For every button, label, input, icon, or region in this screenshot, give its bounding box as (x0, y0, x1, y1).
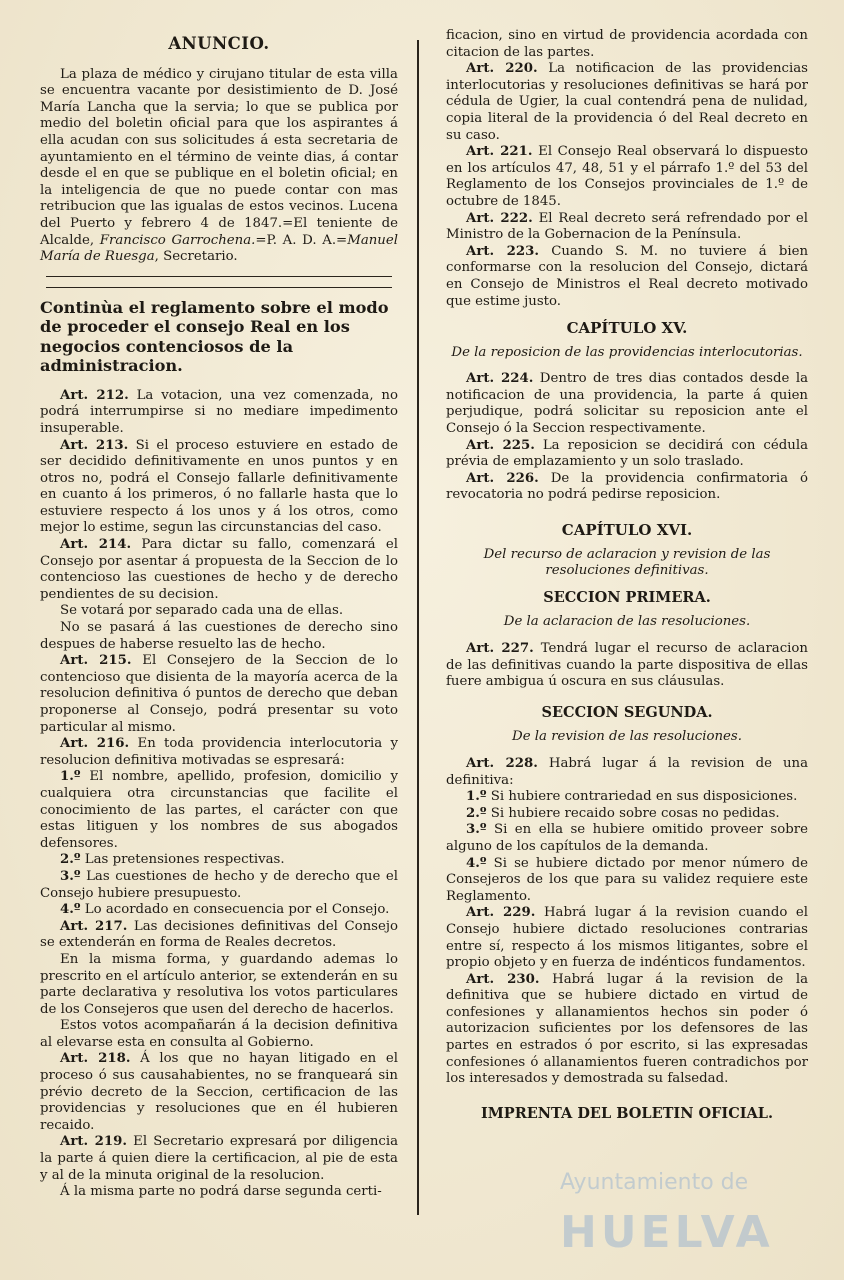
left-articles (40, 388, 398, 1201)
article-number: Art. 226. (466, 470, 539, 486)
article-text: La notificacion de las providencias interlocutorias y resoluciones definitivas se hará por cédula de Ugier, la cual contendrá pena de nulidad, copia literal de la providencia ó del Real decreto en su caso. (446, 61, 808, 143)
article-number: Art. 222. (466, 210, 533, 226)
chapter-heading-16: CAPÍTULO XVI. (561, 521, 693, 540)
article-text: Á la misma parte no podrá darse segunda certi- (60, 1184, 382, 1200)
article-text: En la misma forma, y guardando ademas lo prescrito en el artículo anterior, se extenderán en su parte declarativa y resolutiva los votos particulares de los Consejeros que usen del derecho de hacerlos. (40, 951, 398, 1017)
article-paragraph (446, 438, 808, 471)
article-text: Si hubiere recaido sobre cosas no pedidas. (486, 805, 780, 821)
watermark-line1: Ayuntamiento de (560, 1170, 749, 1195)
chapter-heading-15: CAPÍTULO XV. (566, 319, 688, 338)
article-paragraph (446, 144, 808, 210)
section-heading-segunda: SECCION SEGUNDA. (541, 703, 713, 721)
article-paragraph (446, 972, 808, 1088)
article-paragraph (446, 822, 808, 855)
printer-imprint: IMPRENTA DEL BOLETIN OFICIAL. (480, 1104, 774, 1122)
section-heading-primera: SECCION PRIMERA. (543, 588, 711, 606)
article-paragraph (40, 537, 398, 603)
article-paragraph (40, 736, 398, 769)
article-number: 4.º (60, 902, 81, 918)
article-number: Art. 229. (466, 905, 536, 921)
article-paragraph (40, 1018, 398, 1051)
article-paragraph (40, 1184, 398, 1201)
section-subtitle-primera: De la aclaracion de las resoluciones. (503, 614, 751, 630)
article-text: El nombre, apellido, profesion, domicilio y cualquiera otra circunstancias que facilite el conocimiento de las partes, el carácter con que estas litiguen y los nombres de sus abogados defensores. (40, 769, 398, 851)
article-number: 1.º (466, 789, 487, 805)
article-text: Si el proceso estuviere en estado de ser decidido definitivamente en unos puntos y en otros no, podrá el Consejo fallarle definitivamente en cuanto á los primeros, ó no fallarle hasta que lo estuviere respecto á los unos y á los otros, como mejor lo estime, segun las circunstancias del caso. (40, 437, 399, 536)
article-paragraph (446, 244, 808, 310)
article-text: Las pretensiones respectivas. (80, 852, 285, 868)
article-text: Habrá lugar á la revision de una definitiva: (446, 755, 809, 788)
article-paragraph (446, 28, 808, 61)
article-text: De la providencia confirmatoria ó revocatoria no podrá pedirse reposicion. (446, 470, 808, 503)
article-paragraph (446, 211, 808, 244)
article-text: Habrá lugar á la revision de la definitiva que se hubiere dictado en virtud de confesiones y allanamientos hechos sin poder ó autorizacion suficientes por los defensores de las partes en estrados ó por escrito, si las expresadas confesiones ó allanamientos fueren contradichos por los interesados y demostrada su falsedad. (446, 971, 809, 1087)
article-text: Lo acordado en consecuencia por el Consejo. (80, 902, 390, 918)
article-number: Art. 228. (466, 755, 538, 771)
article-text: Á los que no hayan litigado en el proceso ó sus causahabientes, no se franqueará sin prévio decreto de la Seccion, certificacion de las providencias y resoluciones que en él hubieren recaido. (40, 1051, 398, 1133)
article-paragraph (446, 789, 808, 806)
article-number: Art. 221. (466, 144, 533, 160)
article-text: La reposicion se decidirá con cédula prévia de emplazamiento y un solo traslado. (446, 437, 809, 470)
article-number: Art. 212. (60, 387, 129, 403)
article-paragraph (446, 856, 808, 906)
articles-228-230 (446, 756, 808, 1088)
article-paragraph (40, 869, 398, 902)
article-text: El Consejo Real observará lo dispuesto en los artículos 47, 48, 51 y el párrafo 1.º del 53 del Reglamento de los Consejos provinciales de 1.º de octubre de 1845. (446, 144, 809, 209)
article-paragraph (40, 653, 398, 736)
article-number: Art. 223. (466, 243, 540, 259)
section-heading: Continùa el reglamento sobre el modo de proceder el consejo Real en los negocios contenciosos de la administracion. (40, 297, 389, 376)
article-text: El Secretario expresará por diligencia la parte á quien diere la certificacion, al pie de esta y al de la minuta original de la resolucion. (40, 1134, 399, 1183)
article-text: Dentro de tres dias contados desde la notificacion de una providencia, la parte á quien perjudique, podrá solicitar su reposicion ante el Consejo ó la Seccion respectivamente. (446, 371, 808, 437)
article-text: Cuando S. M. no tuviere á bien conformarse con la resolucion del Consejo, dictará en Consejo de Ministros el Real decreto motivado que estime justo. (446, 243, 809, 309)
article-text: El Consejero de la Seccion de lo contencioso que disienta de la mayoría acerca de la resolucion definitiva ó puntos de derecho que deban proponerse al Consejo, podrá presentar su voto particular al mismo. (40, 653, 399, 735)
article-text: La votacion, una vez comenzada, no podrá interrumpirse si no mediare impedimento insuperable. (40, 387, 398, 436)
chapter-subtitle-16: Del recurso de aclaracion y revision de las resoluciones definitivas. (483, 546, 771, 579)
right-column (446, 28, 808, 1122)
article-number: Art. 220. (466, 61, 538, 77)
article-number: 1.º (60, 769, 81, 785)
section-subtitle-segunda: De la revision de las resoluciones. (512, 729, 742, 745)
article-number: Art. 219. (60, 1134, 128, 1150)
article-paragraph (40, 603, 398, 620)
article-text: Si hubiere contrariedad en sus disposiciones. (486, 789, 798, 805)
article-paragraph (40, 620, 398, 653)
separator-rule (46, 287, 392, 288)
article-text: No se pasará á las cuestiones de derecho sino despues de haberse resuelto las de hecho. (40, 620, 398, 652)
article-text: Las cuestiones de hecho y de derecho que el Consejo hubiere presupuesto. (40, 868, 398, 901)
article-paragraph (40, 438, 398, 538)
article-paragraph (446, 371, 808, 437)
article-paragraph (40, 388, 398, 438)
article-text: Si en ella se hubiere omitido proveer sobre alguno de los capítulos de la demanda. (446, 822, 808, 854)
article-text: Se votará por separado cada una de ellas. (60, 603, 344, 619)
article-number: Art. 213. (60, 437, 129, 453)
article-text: Estos votos acompañarán á la decision definitiva al elevarse esta en consulta al Gobierno. (40, 1018, 398, 1050)
separator-rule (46, 276, 392, 277)
article-paragraph (446, 61, 808, 144)
article-paragraph (446, 806, 808, 823)
article-number: Art. 216. (60, 736, 130, 752)
article-text: El Real decreto será refrendado por el Ministro de la Gobernacion de la Península. (446, 210, 809, 243)
article-number: Art. 230. (466, 971, 540, 987)
articles-224-226 (446, 371, 808, 504)
anuncio-text: La plaza de médico y cirujano titular de esta villa se encuentra vacante por desistimiento de D. José María Lancha que la servia; lo que se publica por medio del boletin oficial para que los aspirantes á ella acudan con sus solicitudes á esta secretaria de ayuntamiento en el término de veinte dias, á contar desde el en que se publique en el boletin oficial; en la inteligencia de que no puede contar con mas retribucion que las igualas de estos vecinos. Lucena del Puerto y febrero 4 de 1847.=El teniente de Alcalde, Francisco Garrochena.=P. A. D. A.=Manuel María de Ruesga, Secretario. (40, 66, 398, 265)
article-number: 2.º (60, 852, 81, 868)
article-paragraph (40, 1051, 398, 1134)
article-text: Habrá lugar á la revision cuando el Consejo hubiere dictado resoluciones contrarias entre sí, respecto á los mismos litigantes, sobre el propio objeto y en fuerza de indénticos fundamentos. (446, 905, 808, 971)
article-number: Art. 218. (60, 1051, 131, 1067)
chapter-subtitle-15: De la reposicion de las providencias interlocutorias. (451, 344, 803, 360)
article-text: Las decisiones definitivas del Consejo se extenderán en forma de Reales decretos. (40, 918, 399, 951)
column-divider (417, 40, 419, 1215)
watermark-line2: HUELVA (560, 1207, 774, 1258)
article-paragraph (40, 902, 398, 919)
article-number: Art. 227. (466, 641, 534, 656)
articles-220-223 (446, 28, 808, 310)
article-number: 3.º (466, 822, 487, 838)
article-paragraph (446, 905, 808, 971)
article-text: Tendrá lugar el recurso de aclaracion de las definitivas cuando la parte dispositiva de ellas fuere ambigua ú oscura en sus cláusulas. (446, 641, 808, 690)
article-number: Art. 225. (466, 437, 535, 453)
article-paragraph (446, 756, 808, 789)
article-paragraph (40, 952, 398, 1018)
article-text: Para dictar su fallo, comenzará el Consejo por asentar á propuesta de la Seccion de lo contencioso las cuestiones de hecho y de derecho pendientes de su decision. (40, 537, 398, 602)
article-number: Art. 224. (466, 371, 534, 387)
article-paragraph (446, 471, 808, 504)
anuncio-title: ANUNCIO. (168, 34, 270, 53)
article-number: 2.º (466, 805, 487, 821)
article-paragraph (446, 641, 808, 691)
article-number: 3.º (60, 868, 81, 884)
article-number: Art. 215. (60, 653, 132, 669)
article-paragraph (40, 769, 398, 852)
article-text: ficacion, sino en virtud de providencia acordada con citacion de las partes. (446, 28, 808, 60)
article-227 (446, 641, 808, 691)
article-number: 4.º (466, 855, 487, 871)
article-paragraph (40, 852, 398, 869)
article-paragraph (40, 919, 398, 952)
article-number: Art. 217. (60, 918, 128, 934)
article-paragraph (40, 1134, 398, 1184)
article-text: En toda providencia interlocutoria y resolucion definitiva motivadas se espresará: (40, 736, 398, 768)
left-column (40, 28, 398, 1201)
article-number: Art. 214. (60, 537, 132, 553)
watermark (560, 1170, 774, 1258)
article-text: Si se hubiere dictado por menor número de Consejeros de los que para su validez requiere este Reglamento. (446, 855, 808, 904)
